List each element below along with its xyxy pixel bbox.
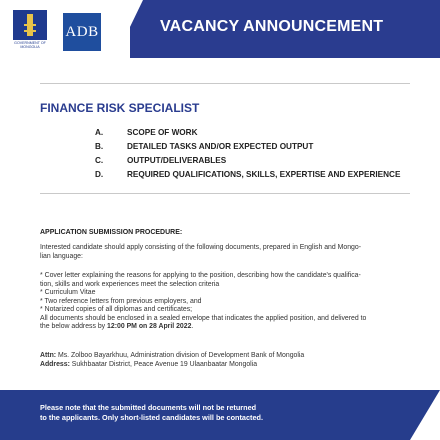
address-label: Address:: [40, 360, 70, 368]
closing-line-2: [40, 323, 405, 332]
section-letter: D.: [95, 170, 104, 179]
page-title: VACANCY ANNOUNCEMENT: [160, 18, 384, 35]
section-letter: B.: [95, 142, 104, 151]
footer-line-2: to the applicants. Only short-listed candidates will be contacted.: [40, 413, 264, 422]
section-list: [95, 128, 425, 184]
attn-line: [40, 352, 405, 361]
soyombo-emblem-icon: [13, 10, 47, 40]
procedure-intro: [40, 244, 405, 261]
footer-slant: [410, 390, 440, 440]
footer-line-1: Please note that the submitted documents will not be returned: [40, 403, 257, 412]
government-of-mongolia-logo: [13, 10, 47, 50]
procedure-intro-line-2: lian language:: [40, 252, 83, 260]
section-label: REQUIRED QUALIFICATIONS, SKILLS, EXPERTISE AND EXPERIENCE: [127, 170, 401, 179]
attn-label: Attn:: [40, 352, 57, 359]
procedure-intro-line-1: Interested candidate should apply consisting of the following documents, prepared in English and Mongo-: [40, 244, 362, 251]
adb-logo: [63, 13, 101, 51]
closing-line-1: All documents should be enclosed in a sealed envelope that indicates the applied position, and delivered to: [40, 314, 367, 322]
section-letter: C.: [95, 156, 104, 165]
closing-suffix: .: [191, 323, 194, 330]
section-item: [95, 156, 425, 170]
address-value: Sukhbaatar District, Peace Avenue 19 Ulaanbaatar Mongolia: [69, 360, 258, 368]
section-label: SCOPE OF WORK: [127, 128, 198, 137]
document-item-cover-letter-cont: tion, skills and work experiences meet the selection criteria: [40, 280, 220, 288]
document-item-references: * Two reference letters from previous employers, and: [40, 297, 202, 305]
section-label: OUTPUT/DELIVERABLES: [127, 156, 227, 165]
divider-top: [40, 83, 410, 84]
closing-prefix: the below address by: [40, 323, 108, 330]
government-logo-caption: GOVERNMENT OF MONGOLIA: [14, 41, 46, 49]
header: [0, 0, 440, 62]
document-item-cv: * Curriculum Vitae: [40, 289, 96, 296]
document-list: [40, 272, 405, 332]
section-letter: A.: [95, 128, 104, 137]
adb-logo-text: ADB: [65, 24, 99, 40]
section-item: [95, 128, 425, 142]
section-label: DETAILED TASKS AND/OR EXPECTED OUTPUT: [127, 142, 314, 151]
document-item-diplomas: * Notarized copies of all diplomas and certificates;: [40, 306, 193, 313]
procedure-title: APPLICATION SUBMISSION PROCEDURE:: [40, 229, 183, 236]
document-item-cover-letter: * Cover letter explaining the reasons for applying to the position, describing how the candidate's qualifica-: [40, 272, 361, 279]
attn-value: Ms. Zolboo Bayarkhuu, Administration division of Development Bank of Mongolia: [56, 352, 305, 359]
divider-middle: [40, 193, 410, 194]
position-title: FINANCE RISK SPECIALIST: [40, 101, 200, 115]
address-line: [40, 361, 405, 370]
contact-block: [40, 352, 405, 369]
deadline: 12:00 PM on 28 April 2022: [107, 323, 192, 330]
header-slant: [115, 0, 143, 58]
section-item: [95, 142, 425, 156]
section-item: [95, 170, 425, 184]
footer-notice: [40, 403, 360, 423]
